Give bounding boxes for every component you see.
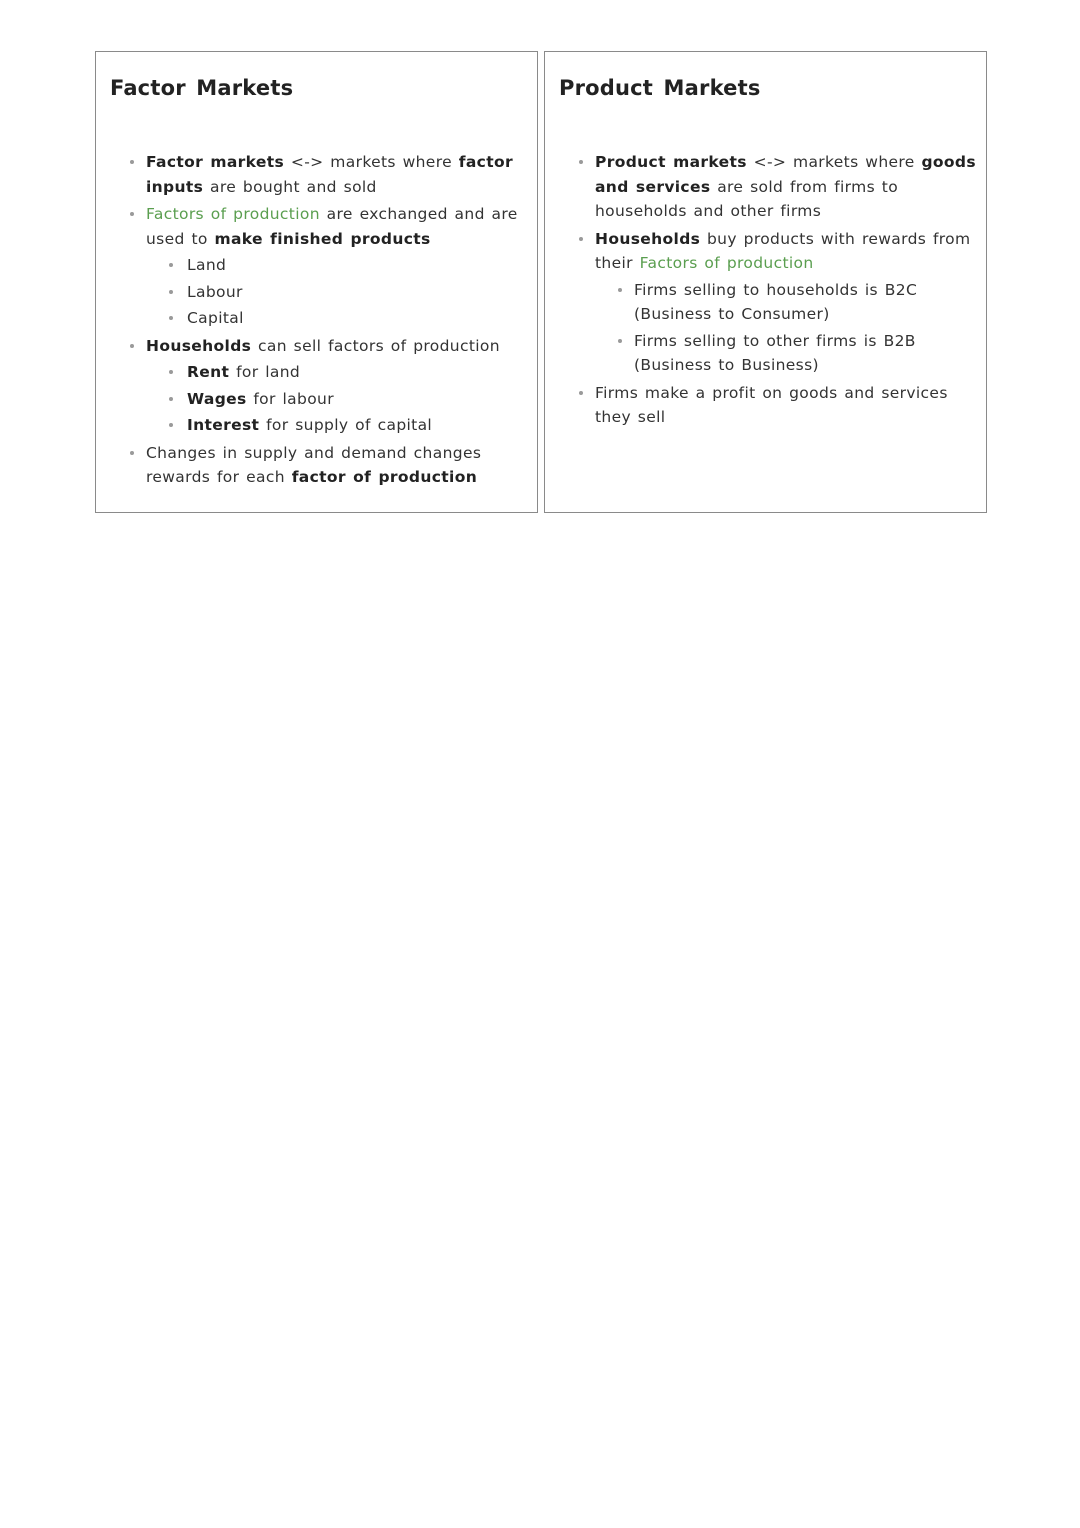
factor-markets-list xyxy=(130,150,527,493)
highlight-term: Factors of production xyxy=(639,254,814,272)
text: for supply of capital xyxy=(259,416,433,434)
product-markets-card xyxy=(544,51,987,513)
text: are sold from firms to households and other firms xyxy=(595,177,899,220)
product-markets-title: Product Markets xyxy=(559,76,761,100)
bold-term: Wages xyxy=(187,389,247,408)
text: for land xyxy=(229,363,301,381)
sub-list-item xyxy=(167,413,527,438)
list-item xyxy=(579,227,976,378)
bold-term: Rent xyxy=(187,363,230,381)
text: (Business to Consumer) xyxy=(634,305,830,323)
text: are exchanged and are used to xyxy=(146,205,518,248)
highlight-term: Factors of production xyxy=(146,205,320,223)
text: Changes in supply and demand changes rewards for each xyxy=(146,443,482,486)
list-item xyxy=(130,334,527,438)
sub-list-item xyxy=(167,387,527,412)
list-item xyxy=(130,150,527,199)
text: for labour xyxy=(246,389,334,408)
sub-list-item xyxy=(616,329,976,378)
bold-term: Product markets xyxy=(595,153,747,171)
text: Firms selling to other firms is B2B xyxy=(634,331,916,350)
sub-list-item: Land xyxy=(167,253,527,278)
text: buy products with rewards from their xyxy=(595,229,971,272)
sub-list xyxy=(595,278,976,378)
bold-term: make finished products xyxy=(214,229,431,248)
list-item xyxy=(579,381,976,430)
list-item xyxy=(579,150,976,224)
bold-term: Households xyxy=(595,229,701,248)
sub-list-item xyxy=(167,360,527,385)
factor-markets-card xyxy=(95,51,538,513)
sub-list xyxy=(146,360,527,438)
bold-term: factor of production xyxy=(291,468,478,486)
list-item xyxy=(130,441,527,490)
text: <-> markets where xyxy=(284,153,459,171)
sub-list xyxy=(146,253,527,331)
sub-list-item: Capital xyxy=(167,306,527,331)
bold-term: Factor markets xyxy=(146,153,285,171)
bold-term: goods and services xyxy=(595,153,976,196)
text: <-> markets where xyxy=(746,153,922,171)
bold-term: Interest xyxy=(187,416,260,434)
bold-term: factor inputs xyxy=(146,153,513,196)
sub-list-item xyxy=(616,278,976,327)
text: are bought and sold xyxy=(203,177,377,196)
text: Firms make a profit on goods and services they sell xyxy=(595,383,948,426)
bold-term: Households xyxy=(146,336,252,355)
sub-list-item: Labour xyxy=(167,280,527,305)
product-markets-list xyxy=(579,150,976,433)
text: can sell factors of production xyxy=(251,336,500,355)
factor-markets-title: Factor Markets xyxy=(110,76,294,100)
text: (Business to Business) xyxy=(634,356,819,374)
text: Firms selling to households is B2C xyxy=(634,280,918,299)
list-item xyxy=(130,202,527,331)
